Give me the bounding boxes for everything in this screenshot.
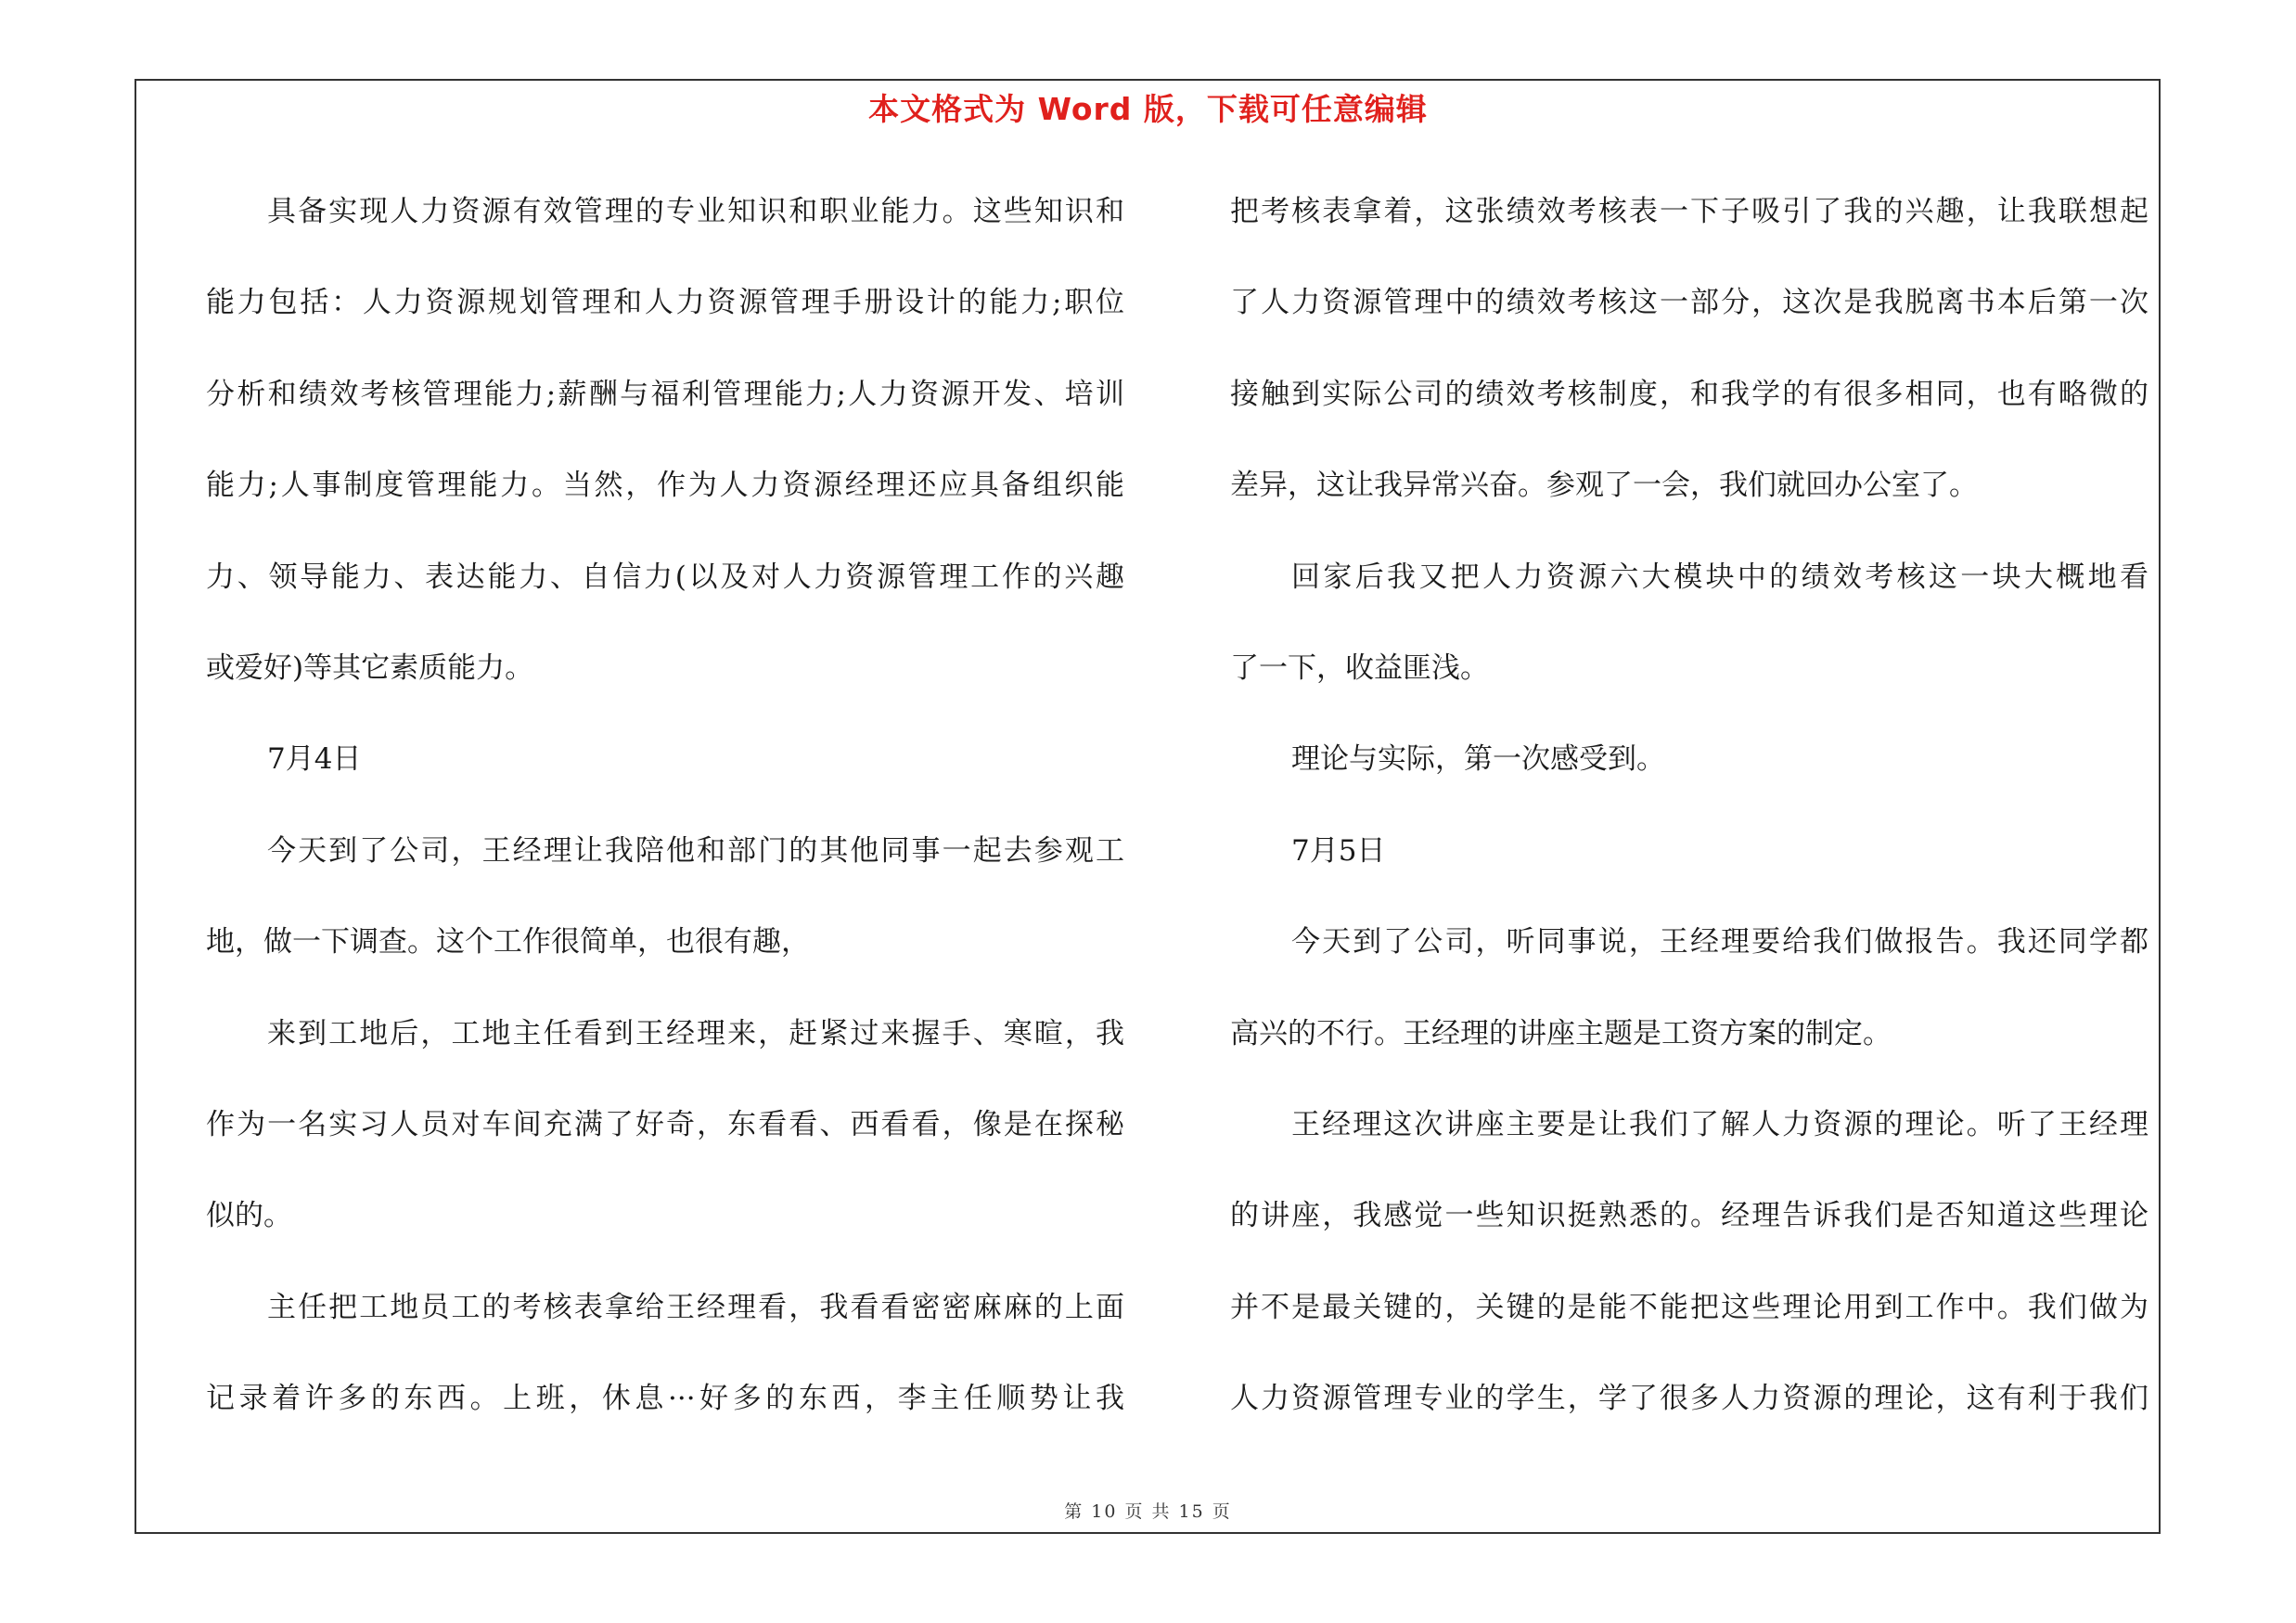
text-line: 理论与实际，第一次感受到。 (1291, 742, 1665, 777)
text-line: 的讲座，我感觉一些知识挺熟悉的。经理告诉我们是否知道这些理论 (1230, 1199, 2148, 1233)
text-line: 作为一名实习人员对车间充满了好奇，东看看、西看看，像是在探秘 (206, 1107, 1124, 1141)
text-line: 今天到了公司，王经理让我陪他和部门的其他同事一起去参观工 (267, 833, 1124, 868)
text-line: 似的。 (206, 1199, 292, 1233)
text-line: 分析和绩效考核管理能力;薪酬与福利管理能力;人力资源开发、培训 (206, 377, 1124, 411)
text-line: 差异，这让我异常兴奋。参观了一会，我们就回办公室了。 (1230, 469, 1978, 503)
text-line: 来到工地后，工地主任看到王经理来，赶紧过来握手、寒暄，我 (267, 1016, 1124, 1050)
right-text-column (1230, 184, 2148, 1462)
text-line: 人力资源管理专业的学生，学了很多人力资源的理论，这有利于我们 (1230, 1382, 2148, 1416)
text-line: 力、领导能力、表达能力、自信力(以及对人力资源管理工作的兴趣 (206, 560, 1124, 594)
text-line: 了一下，收益匪浅。 (1230, 650, 1489, 685)
text-line: 高兴的不行。王经理的讲座主题是工资方案的制定。 (1230, 1016, 1892, 1050)
text-line: 具备实现人力资源有效管理的专业知识和职业能力。这些知识和 (267, 195, 1124, 228)
text-line: 能力;人事制度管理能力。当然，作为人力资源经理还应具备组织能 (206, 469, 1124, 503)
date-heading: 7月5日 (1291, 833, 1386, 868)
text-line: 并不是最关键的，关键的是能不能把这些理论用到工作中。我们做为 (1230, 1290, 2148, 1324)
text-line: 或爱好)等其它素质能力。 (206, 650, 534, 685)
text-line: 回家后我又把人力资源六大模块中的绩效考核这一块大概地看 (1291, 560, 2148, 594)
text-line: 了人力资源管理中的绩效考核这一部分，这次是我脱离书本后第一次 (1230, 286, 2148, 320)
text-line: 地，做一下调查。这个工作很简单，也很有趣， (206, 925, 810, 960)
left-text-column (206, 184, 1124, 1462)
text-line: 把考核表拿着，这张绩效考核表一下子吸引了我的兴趣，让我联想起 (1230, 195, 2148, 228)
text-line: 主任把工地员工的考核表拿给王经理看，我看看密密麻麻的上面 (267, 1290, 1124, 1324)
format-banner: 本文格式为 Word 版，下载可任意编辑 (868, 91, 1428, 127)
text-line: 接触到实际公司的绩效考核制度，和我学的有很多相同，也有略微的 (1230, 377, 2148, 411)
page-number: 第 10 页 共 15 页 (1064, 1501, 1232, 1522)
text-line: 记录着许多的东西。上班，休息···好多的东西，李主任顺势让我 (206, 1382, 1124, 1416)
text-line: 今天到了公司，听同事说，王经理要给我们做报告。我还同学都 (1291, 925, 2148, 960)
text-line: 王经理这次讲座主要是让我们了解人力资源的理论。听了王经理 (1291, 1107, 2148, 1141)
date-heading: 7月4日 (267, 742, 362, 777)
text-line: 能力包括：人力资源规划管理和人力资源管理手册设计的能力;职位 (206, 286, 1124, 320)
